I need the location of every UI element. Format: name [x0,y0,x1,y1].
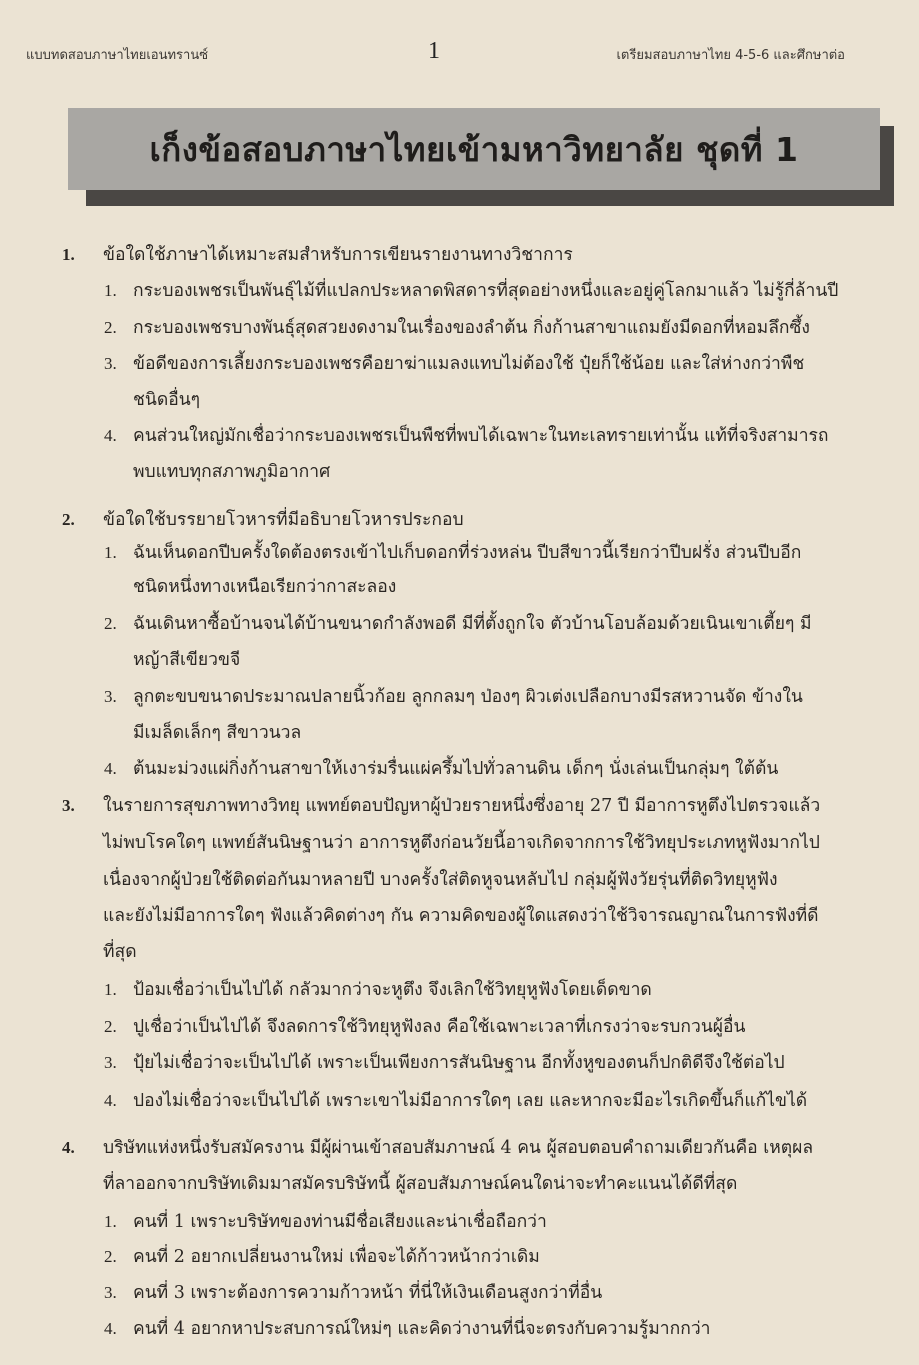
option-text: คนที่ 4 อยากหาประสบการณ์ใหม่ๆ และคิดว่างานที่นี่จะตรงกับความรู้มากกว่า [133,1319,711,1339]
question-text: ไม่พบโรคใดๆ แพทย์สันนิษฐานว่า อาการหูตึงก่อนวัยนี้อาจเกิดจากการใช้วิทยุประเภทหูฟังมากไป [103,833,820,853]
option-text: ฉันเดินหาซื้อบ้านจนได้บ้านขนาดกำลังพอดี มีที่ตั้งถูกใจ ตัวบ้านโอบล้อมด้วยเนินเขาเตี้ยๆ มี [133,614,812,634]
option-text: ปูเชื่อว่าเป็นไปได้ จึงลดการใช้วิทยุหูฟังลง คือใช้เฉพาะเวลาที่เกรงว่าจะรบกวนผู้อื่น [133,1017,746,1037]
option-text: ลูกตะขบขนาดประมาณปลายนิ้วก้อย ลูกกลมๆ ป่องๆ ผิวเต่งเปลือกบางมีรสหวานจัด ข้างใน [133,687,803,707]
option-number: 3. [104,354,117,373]
option-text: ข้อดีของการเลี้ยงกระบองเพชรคือยาฆ่าแมลงแทบไม่ต้องใช้ ปุ๋ยก็ใช้น้อย และใส่ห่างกว่าพืช [133,354,805,374]
question-text: ที่ลาออกจากบริษัทเดิมมาสมัครบริษัทนี้ ผู้สอบสัมภาษณ์คนใดน่าจะทำคะแนนได้ดีที่สุด [103,1174,738,1194]
option-number: 1. [104,281,117,300]
option-text: ฉันเห็นดอกปีบครั้งใดต้องตรงเข้าไปเก็บดอกที่ร่วงหล่น ปีบสีขาวนี้เรียกว่าปีบฝรั่ง ส่วนปีบอีก [133,543,802,563]
question-text: ที่สุด [103,942,137,962]
question-text: ในรายการสุขภาพทางวิทยุ แพทย์ตอบปัญหาผู้ป่วยรายหนึ่งซึ่งอายุ 27 ปี มีอาการหูตึงไปตรวจแล้ว [103,796,821,816]
option-number: 2. [104,614,117,633]
question-text: ข้อใดใช้บรรยายโวหารที่มีอธิบายโวหารประกอบ [103,510,464,530]
option-text: พบแทบทุกสภาพภูมิอากาศ [133,462,331,482]
option-text: ชนิดอื่นๆ [133,390,201,410]
option-text: ปองไม่เชื่อว่าจะเป็นไปได้ เพราะเขาไม่มีอาการใดๆ เลย และหากจะมีอะไรเกิดขึ้นก็แก้ไขได้ [133,1091,808,1111]
option-text: คนที่ 2 อยากเปลี่ยนงานใหม่ เพื่อจะได้ก้าวหน้ากว่าเดิม [133,1247,540,1267]
option-number: 3. [104,687,117,706]
title-banner [68,108,880,190]
option-text: คนที่ 3 เพราะต้องการความก้าวหน้า ที่นี่ให้เงินเดือนสูงกว่าที่อื่น [133,1283,603,1303]
option-number: 3. [104,1283,117,1302]
page-number: 1 [428,38,440,64]
option-text: ปุ้ยไม่เชื่อว่าจะเป็นไปได้ เพราะเป็นเพียงการสันนิษฐาน อีกทั้งหูของตนก็ปกติดีจึงใช้ต่อไป [133,1053,785,1073]
option-number: 4. [104,1091,117,1110]
option-text: ป้อมเชื่อว่าเป็นไปได้ กลัวมากว่าจะหูตึง จึงเลิกใช้วิทยุหูฟังโดยเด็ดขาด [133,980,652,1000]
question-number: 2. [62,510,75,529]
question-text: ข้อใดใช้ภาษาได้เหมาะสมสำหรับการเขียนรายงานทางวิชาการ [103,245,573,265]
option-number: 2. [104,1017,117,1036]
running-header-left: แบบทดสอบภาษาไทยเอนทรานซ์ [26,48,209,63]
option-text: หญ้าสีเขียวขจี [133,650,241,670]
option-text: ต้นมะม่วงแผ่กิ่งก้านสาขาให้เงาร่มรื่นแผ่ครึ้มไปทั่วลานดิน เด็กๆ นั่งเล่นเป็นกลุ่มๆ ใต้ต้น [133,759,779,779]
running-header-right: เตรียมสอบภาษาไทย 4-5-6 และศึกษาต่อ [616,48,845,63]
option-number: 4. [104,759,117,778]
option-number: 4. [104,1319,117,1338]
option-text: คนที่ 1 เพราะบริษัทของท่านมีชื่อเสียงและน่าเชื่อถือกว่า [133,1212,547,1232]
page-title: เก็งข้อสอบภาษาไทยเข้ามหาวิทยาลัย ชุดที่ 1 [149,129,799,169]
option-number: 1. [104,543,117,562]
question-text: เนื่องจากผู้ป่วยใช้ติดต่อกันมาหลายปี บางครั้งใส่ติดหูจนหลับไป กลุ่มผู้ฟังวัยรุ่นที่ติดวิทยุหูฟัง [103,870,778,890]
option-number: 1. [104,1212,117,1231]
option-number: 3. [104,1053,117,1072]
question-text: และยังไม่มีอาการใดๆ ฟังแล้วคิดต่างๆ กัน ความคิดของผู้ใดแสดงว่าใช้วิจารณญาณในการฟังที่ดี [103,906,819,926]
question-text: บริษัทแห่งหนึ่งรับสมัครงาน มีผู้ผ่านเข้าสอบสัมภาษณ์ 4 คน ผู้สอบตอบคำถามเดียวกันคือ เหตุผล [103,1138,814,1158]
option-number: 4. [104,426,117,445]
question-number: 4. [62,1138,75,1157]
option-text: กระบองเพชรบางพันธุ์สุดสวยงดงามในเรื่องของลำต้น กิ่งก้านสาขาแถมยังมีดอกที่หอมลึกซึ้ง [133,318,810,338]
option-number: 2. [104,1247,117,1266]
question-number: 1. [62,245,75,264]
option-number: 1. [104,980,117,999]
option-number: 2. [104,318,117,337]
question-number: 3. [62,796,75,815]
option-text: ชนิดหนึ่งทางเหนือเรียกว่ากาสะลอง [133,577,397,597]
option-text: กระบองเพชรเป็นพันธุ์ไม้ที่แปลกประหลาดพิสดารที่สุดอย่างหนึ่งและอยู่คู่โลกมาแล้ว ไม่รู้กี่ล้านปี [133,281,839,301]
option-text: มีเมล็ดเล็กๆ สีขาวนวล [133,723,302,743]
option-text: คนส่วนใหญ่มักเชื่อว่ากระบองเพชรเป็นพืชที่พบได้เฉพาะในทะเลทรายเท่านั้น แท้ที่จริงสามารถ [133,426,829,446]
